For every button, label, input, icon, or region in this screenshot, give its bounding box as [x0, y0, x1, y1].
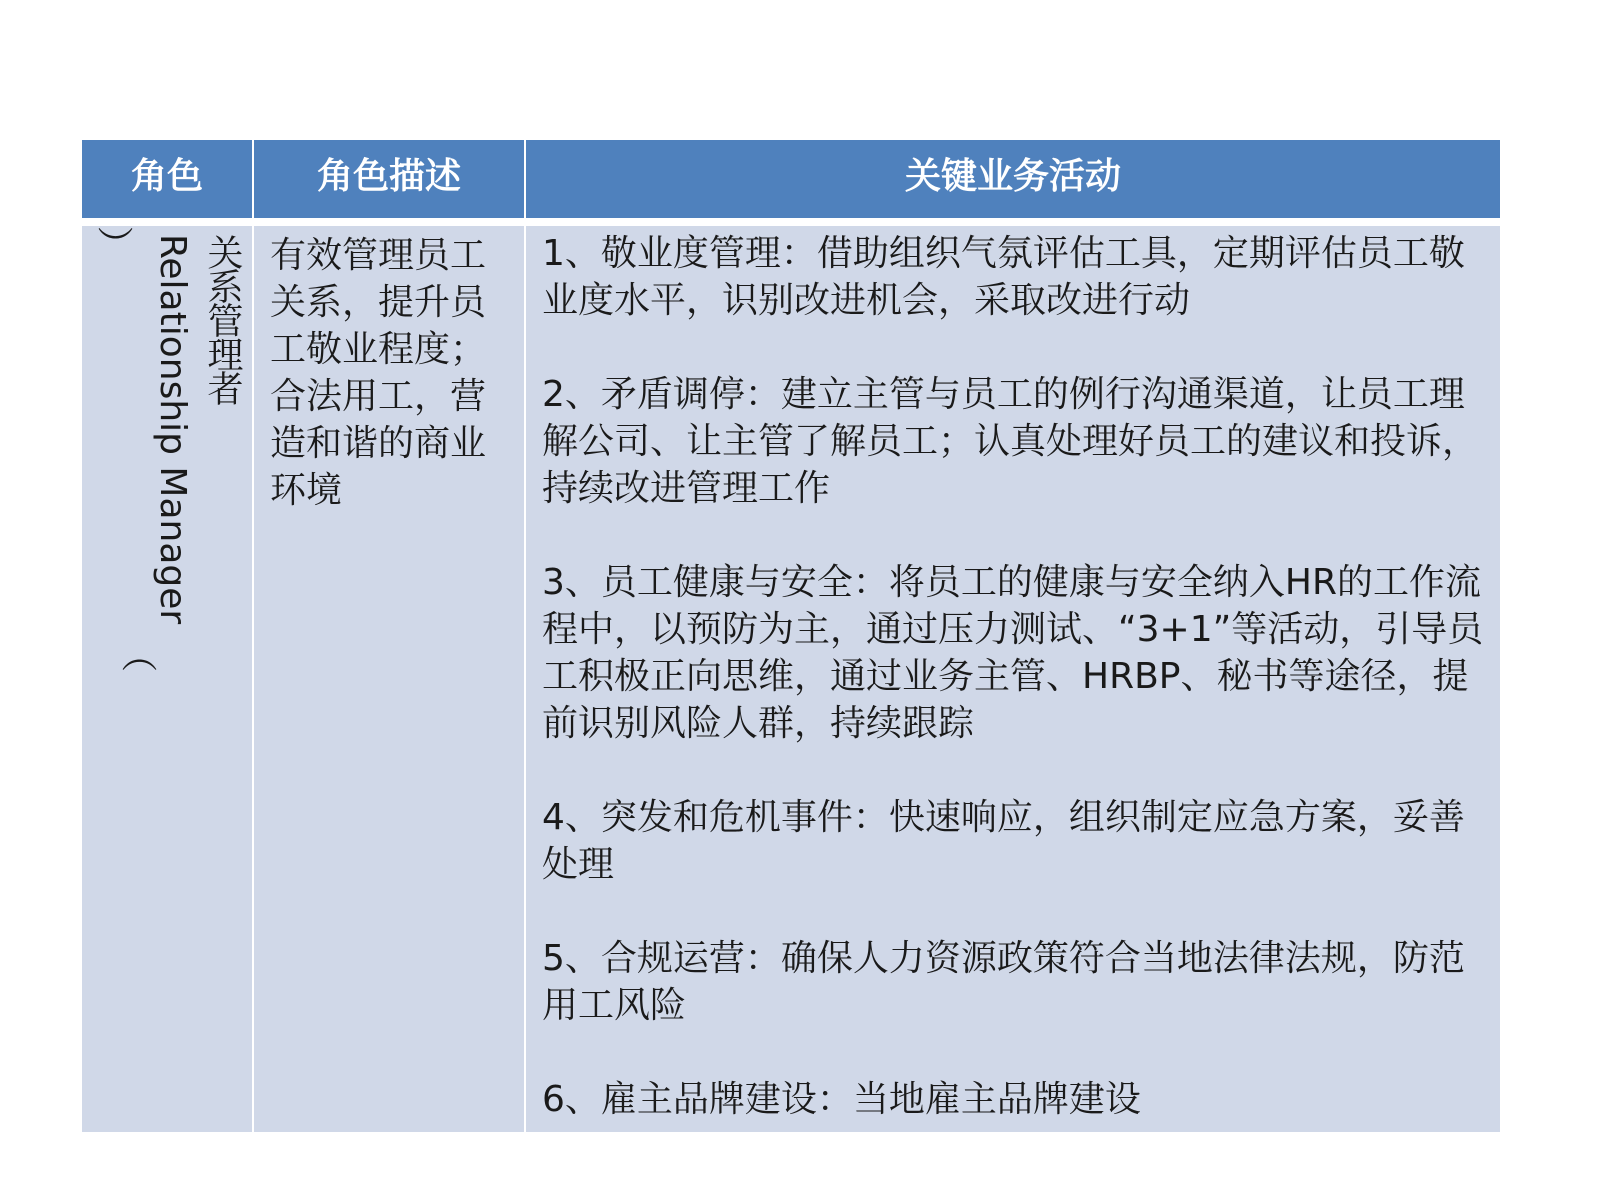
activity-item: 6、雇主品牌建设：当地雇主品牌建设: [542, 1079, 1141, 1120]
activity-item: 2、矛盾调停：建立主管与员工的例行沟通渠道，让员工理解公司、让主管了解员工；认真处理好员工的建议和投诉，持续改进管理工作: [542, 374, 1479, 509]
activity-item: 3、员工健康与安全：将员工的健康与安全纳入HR的工作流程中，以预防为主，通过压力测试、“3+1”等活动，引导员工积极正向思维，通过业务主管、HRBP、秘书等途径，提前识别风险人群，持续跟踪: [542, 562, 1484, 744]
role-table: [82, 140, 1500, 1132]
role-description-text: 有效管理员工关系，提升员工敬业程度；合法用工，营造和谐的商业环境: [270, 235, 487, 511]
key-activities-cell: [526, 226, 1500, 1132]
activity-item: 4、突发和危机事件：快速响应，组织制定应急方案，妥善处理: [542, 797, 1465, 885]
header-role-description: 角色描述: [254, 140, 524, 218]
role-name-en: Relationship Manager: [152, 234, 193, 625]
header-role: 角色: [82, 140, 252, 218]
header-key-activities: 关键业务活动: [526, 140, 1500, 218]
role-description-cell: [254, 226, 524, 1132]
activity-item: 5、合规运营：确保人力资源政策符合当地法律法规，防范用工风险: [542, 938, 1465, 1026]
role-open-paren: （: [116, 636, 157, 672]
role-close-paren: ）: [92, 226, 133, 262]
role-name-cn: 关系管理者: [202, 234, 243, 404]
role-cell: [82, 226, 252, 1132]
activity-item: 1、敬业度管理：借助组织气氛评估工具，定期评估员工敬业度水平，识别改进机会，采取改进行动: [542, 233, 1465, 321]
